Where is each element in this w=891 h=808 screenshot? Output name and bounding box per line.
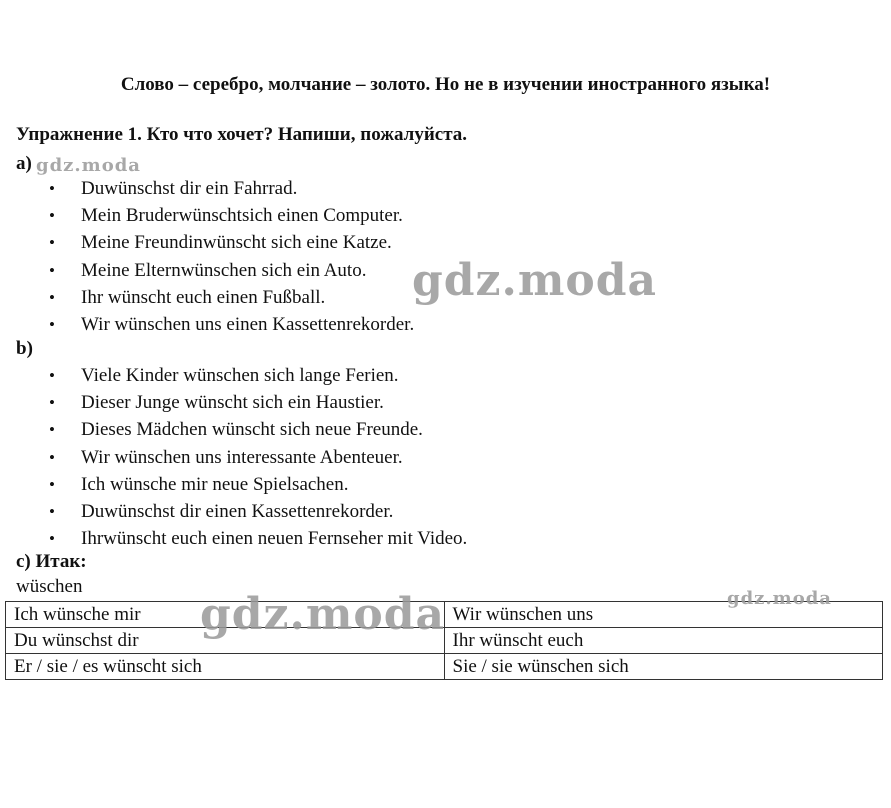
verb-infinitive: wüschen bbox=[16, 576, 83, 597]
list-item-text: Ihr wünscht euch einen Fußball. bbox=[81, 286, 326, 308]
list-item-text: Mein Bruderwünschtsich einen Computer. bbox=[81, 205, 403, 227]
table-cell-plural: Ihr wünscht euch bbox=[444, 628, 883, 654]
table-row bbox=[6, 654, 883, 680]
part-b-list bbox=[0, 362, 467, 552]
part-c-label: c) Итак: bbox=[16, 551, 87, 572]
watermark: gdz.moda bbox=[200, 589, 446, 640]
list-item bbox=[0, 362, 467, 389]
list-item-text: Ich wünsche mir neue Spielsachen. bbox=[81, 473, 349, 495]
bullet-icon: • bbox=[49, 393, 55, 413]
watermark: gdz.moda bbox=[36, 155, 141, 176]
list-item-text: Meine Elternwünschen sich ein Auto. bbox=[81, 259, 367, 281]
page-header-slogan: Слово – серебро, молчание – золото. Но не в изучении иностранного языка! bbox=[120, 74, 771, 95]
list-item-text: Duwünschst dir ein Fahrrad. bbox=[81, 178, 298, 199]
list-item bbox=[0, 389, 467, 416]
list-item-text: Wir wünschen uns interessante Abenteuer. bbox=[81, 446, 403, 468]
table-cell-plural: Sie / sie wünschen sich bbox=[444, 654, 883, 680]
bullet-icon: • bbox=[49, 260, 55, 280]
list-item bbox=[0, 284, 414, 311]
list-item bbox=[0, 175, 414, 202]
bullet-icon: • bbox=[49, 474, 55, 494]
list-item bbox=[0, 525, 467, 552]
list-item bbox=[0, 229, 414, 256]
table-cell-plural: Wir wünschen uns bbox=[444, 602, 883, 628]
list-item bbox=[0, 311, 414, 338]
list-item-text: Ihrwünscht euch einen neuen Fernseher mit Video. bbox=[81, 528, 468, 550]
exercise-title: Упражнение 1. Кто что хочет? Напиши, пожалуйста. bbox=[16, 124, 468, 145]
part-a-list bbox=[0, 175, 414, 338]
list-item-text: Wir wünschen uns einen Kassettenrekorder. bbox=[81, 313, 415, 335]
list-item bbox=[0, 202, 414, 229]
bullet-icon: • bbox=[49, 233, 55, 253]
bullet-icon: • bbox=[49, 206, 55, 226]
list-item bbox=[0, 498, 467, 525]
bullet-icon: • bbox=[49, 287, 55, 307]
list-item-text: Dieser Junge wünscht sich ein Haustier. bbox=[81, 392, 384, 414]
part-a-label: a) bbox=[16, 153, 32, 174]
bullet-icon: • bbox=[49, 179, 55, 198]
list-item-text: Meine Freundinwünscht sich eine Katze. bbox=[81, 232, 392, 254]
table-cell-singular: Ich wünsche mir bbox=[6, 602, 445, 628]
table-cell-singular: Er / sie / es wünscht sich bbox=[6, 654, 445, 680]
list-item bbox=[0, 257, 414, 284]
bullet-icon: • bbox=[49, 529, 55, 549]
list-item-text: Duwünschst dir einen Kassettenrekorder. bbox=[81, 500, 394, 522]
part-b-label: b) bbox=[16, 338, 33, 359]
watermark: gdz.moda bbox=[412, 255, 658, 306]
watermark: gdz.moda bbox=[727, 588, 832, 609]
list-item-text: Dieses Mädchen wünscht sich neue Freunde. bbox=[81, 419, 423, 441]
list-item bbox=[0, 471, 467, 498]
list-item-text: Viele Kinder wünschen sich lange Ferien. bbox=[81, 365, 399, 386]
bullet-icon: • bbox=[49, 447, 55, 467]
bullet-icon: • bbox=[49, 314, 55, 334]
list-item bbox=[0, 416, 467, 443]
table-cell-singular: Du wünschst dir bbox=[6, 628, 445, 654]
bullet-icon: • bbox=[49, 366, 55, 385]
list-item bbox=[0, 444, 467, 471]
bullet-icon: • bbox=[49, 501, 55, 521]
bullet-icon: • bbox=[49, 420, 55, 440]
